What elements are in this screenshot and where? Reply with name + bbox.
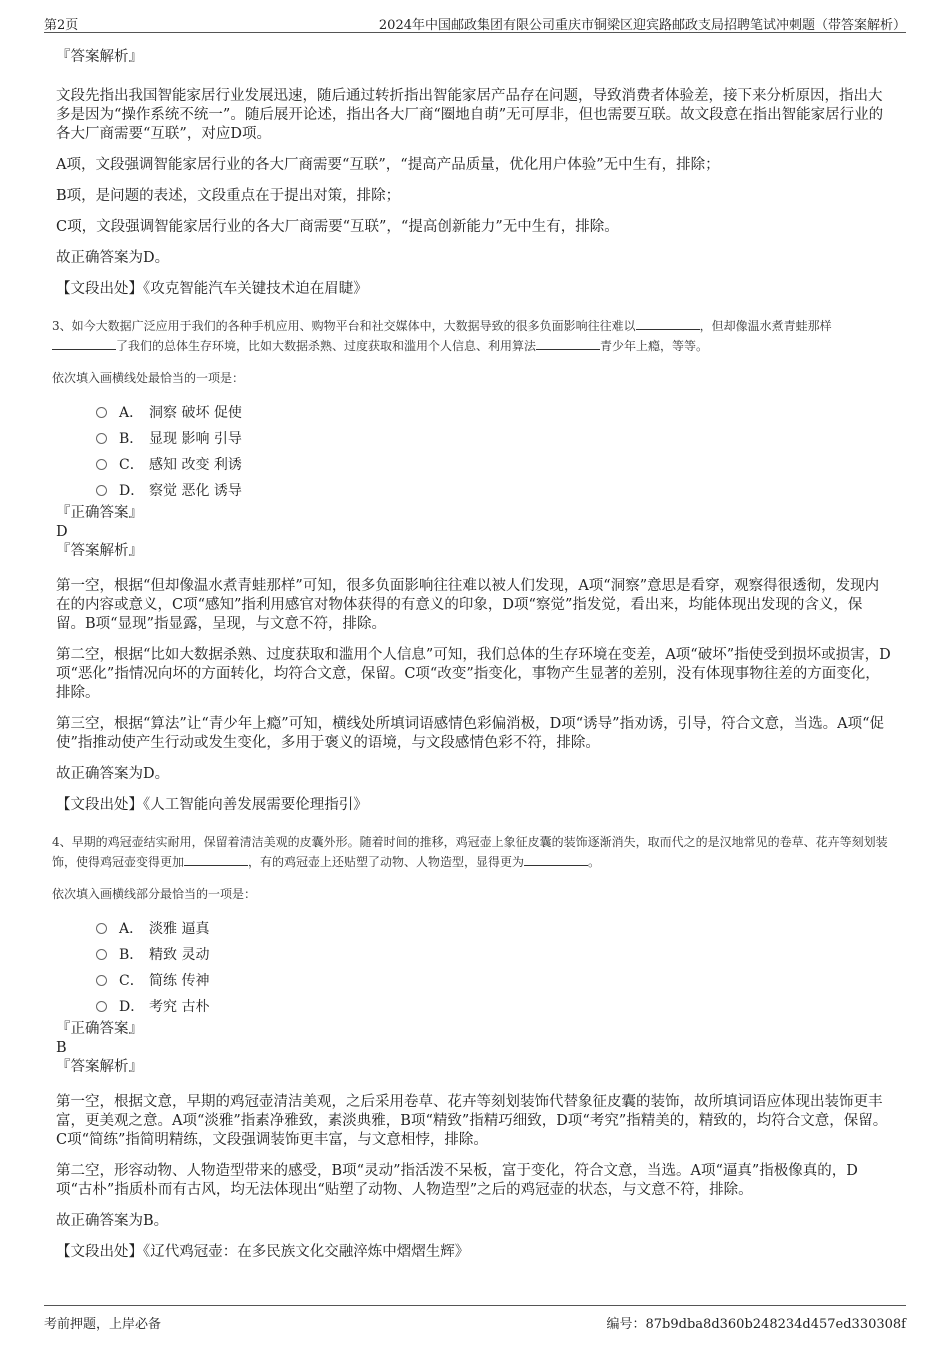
analysis-paragraph: A项，文段强调智能家居行业的各大厂商需要“互联”，“提高产品质量，优化用户体验”无中生有，排除； — [56, 157, 720, 173]
analysis-label: 『答案解析』 — [56, 1059, 143, 1075]
analysis-paragraph: C项，文段强调智能家居行业的各大厂商需要“互联”，“提高创新能力”无中生有，排除。 — [56, 219, 619, 235]
question-prompt: 依次填入画横线处最恰当的一项是： — [52, 371, 245, 385]
radio-icon[interactable] — [96, 923, 107, 934]
option-d[interactable]: D． 察觉 恶化 诱导 — [96, 480, 891, 506]
radio-icon[interactable] — [96, 949, 107, 960]
document-id: 编号：87b9dba8d360b248234d457ed330308f — [606, 1317, 906, 1332]
fill-blank — [636, 317, 700, 330]
option-c[interactable]: C． 简练 传神 — [96, 970, 891, 996]
option-c[interactable]: C． 感知 改变 利诱 — [96, 454, 891, 480]
page-number: 第2页 — [44, 18, 79, 33]
source-citation: 【文段出处】《人工智能向善发展需要伦理指引》 — [56, 797, 368, 813]
fill-blank — [52, 337, 116, 350]
conclusion: 故正确答案为B。 — [56, 1213, 169, 1229]
answer-value: D — [56, 524, 68, 540]
radio-icon[interactable] — [96, 459, 107, 470]
page-footer — [44, 1305, 906, 1332]
document-title: 2024年中国邮政集团有限公司重庆市铜梁区迎宾路邮政支局招聘笔试冲刺题（带答案解析） — [378, 18, 906, 33]
conclusion: 故正确答案为D。 — [56, 250, 170, 266]
fill-blank — [184, 853, 248, 866]
option-a[interactable]: A． 洞察 破坏 促使 — [96, 402, 891, 428]
answer-value: B — [56, 1040, 67, 1056]
source-citation: 【文段出处】《攻克智能汽车关键技术迫在眉睫》 — [56, 281, 368, 297]
fill-blank — [536, 337, 600, 350]
fill-blank — [524, 853, 588, 866]
question-prompt: 依次填入画横线部分最恰当的一项是： — [52, 887, 257, 901]
radio-icon[interactable] — [96, 1001, 107, 1012]
analysis-paragraph: 第二空，根据“比如大数据杀熟、过度获取和滥用个人信息”可知，我们总体的生存环境在变差，A项“破坏”指使受到损坏或损害，D项“恶化”指情况向坏的方面转化，均符合文意，保留。C项“改变”指变化，事物产生显著的差别，没有体现事物往差的方面变化，排除。 — [56, 647, 891, 701]
question-stem: 4、早期的鸡冠壶结实耐用，保留着清洁美观的皮囊外形。随着时间的推移，鸡冠壶上象征皮囊的装饰逐渐消失，取而代之的是汉地常见的卷草、花卉等刻划装饰，使得鸡冠壶变得更加 ，有的鸡冠壶上还贴塑了动物、人物造型，显得更为 。 — [52, 835, 888, 869]
radio-icon[interactable] — [96, 975, 107, 986]
analysis-paragraph: 第一空，根据“但却像温水煮青蛙那样”可知，很多负面影响往往难以被人们发现，A项“洞察”意思是看穿，观察得很透彻，发现内在的内容或意义，C项“感知”指利用感官对物体获得的有意义的印象，D项“察觉”指发觉，看出来，均能体现出发现的含义，保留。B项“显现”指显露，呈现，与文意不符，排除。 — [56, 578, 880, 632]
radio-icon[interactable] — [96, 407, 107, 418]
page-header — [44, 12, 906, 33]
analysis-label: 『答案解析』 — [56, 49, 143, 65]
analysis-paragraph: B项，是问题的表述，文段重点在于提出对策，排除； — [56, 188, 401, 204]
option-d[interactable]: D． 考究 古朴 — [96, 996, 891, 1022]
radio-icon[interactable] — [96, 433, 107, 444]
source-citation: 【文段出处】《辽代鸡冠壶：在多民族文化交融淬炼中熠熠生辉》 — [56, 1244, 470, 1260]
radio-icon[interactable] — [96, 485, 107, 496]
answer-label: 『正确答案』 — [56, 505, 143, 521]
question-stem: 3、如今大数据广泛应用于我们的各种手机应用、购物平台和社交媒体中，大数据导致的很多负面影响往往难以 ，但却像温水煮青蛙那样了我们的总体生存环境，比如大数据杀熟、过度获取和滥用个人信息、利用算法 青少年上瘾，等等。 — [52, 319, 832, 353]
answer-label: 『正确答案』 — [56, 1021, 143, 1037]
analysis-paragraph: 第一空，根据文意，早期的鸡冠壶清洁美观，之后采用卷草、花卉等刻划装饰代替象征皮囊的装饰，故所填词语应体现出装饰更丰富，更美观之意。A项“淡雅”指素净雅致，素淡典雅，B项“精致”指精巧细致，D项“考究”指精美的，精致的，均符合文意，保留。C项“简练”指简明精练，文段强调装饰更丰富，与文意相悖，排除。 — [56, 1094, 888, 1148]
option-a[interactable]: A． 淡雅 逼真 — [96, 918, 891, 944]
option-b[interactable]: B． 精致 灵动 — [96, 944, 891, 970]
analysis-paragraph: 第二空，形容动物、人物造型带来的感受，B项“灵动”指活泼不呆板，富于变化，符合文意，当选。A项“逼真”指极像真的，D项“古朴”指质朴而有古风，均无法体现出“贴塑了动物、人物造型”之后的鸡冠壶的状态，与文意不符，排除。 — [56, 1163, 858, 1198]
conclusion: 故正确答案为D。 — [56, 766, 170, 782]
analysis-paragraph: 第三空，根据“算法”让“青少年上瘾”可知，横线处所填词语感情色彩偏消极，D项“诱导”指劝诱，引导，符合文意，当选。A项“促使”指推动使产生行动或发生变化，多用于褒义的语境，与文段感情色彩不符，排除。 — [56, 716, 884, 751]
analysis-paragraph: 文段先指出我国智能家居行业发展迅速，随后通过转折指出智能家居产品存在问题，导致消费者体验差，接下来分析原因，指出大多是因为“操作系统不统一”。随后展开论述，指出各大厂商“圈地自萌”无可厚非，但也需要互联。故文段意在指出智能家居行业的各大厂商需要“互联”，对应D项。 — [56, 88, 884, 142]
footer-slogan: 考前押题，上岸必备 — [44, 1317, 162, 1332]
option-b[interactable]: B． 显现 影响 引导 — [96, 428, 891, 454]
analysis-label: 『答案解析』 — [56, 543, 143, 559]
options-list — [96, 402, 891, 506]
options-list — [96, 918, 891, 1022]
page-content — [52, 44, 891, 1262]
